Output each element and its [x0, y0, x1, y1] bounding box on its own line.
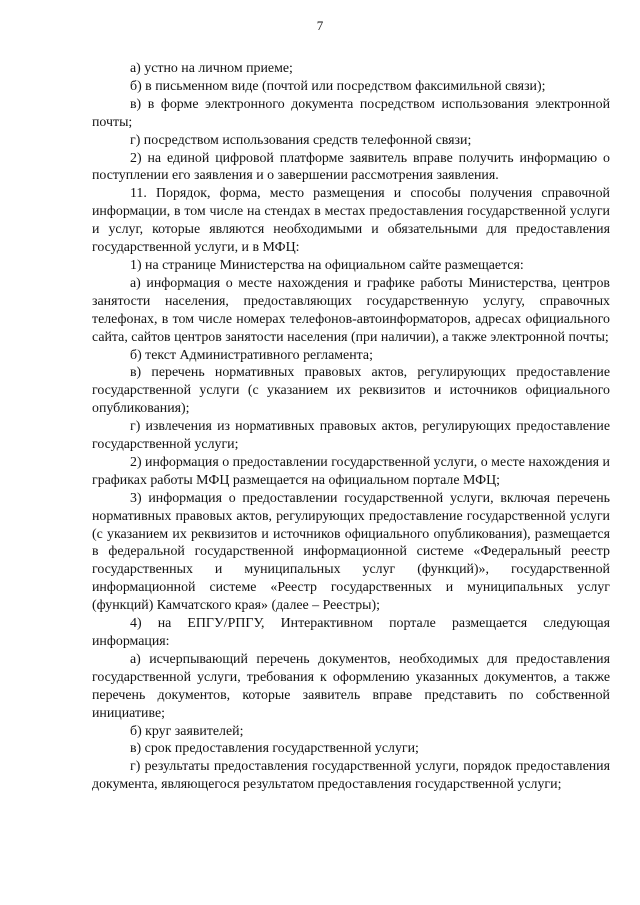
paragraph: в) срок предоставления государственной услуги; [130, 741, 419, 757]
paragraph: г) извлечения из нормативных правовых актов, регулирующих предоставление государственной услуги; [92, 419, 610, 453]
page-number: 7 [316, 18, 324, 33]
paragraph: г) посредством использования средств телефонной связи; [130, 132, 472, 148]
paragraph: в) перечень нормативных правовых актов, регулирующих предоставление государственной услуги (с указанием их реквизитов и источников официального опубликования); [92, 365, 610, 417]
paragraph: б) текст Административного регламента; [130, 347, 373, 363]
paragraph: 3) информация о предоставлении государственной услуги, включая перечень нормативных правовых актов, регулирующих предоставление государственной услуги (с указанием их реквизитов и источников официального опубликования), размещается в федеральной государственной информационной системе «Федеральный реестр государственных и муниципальных услуг (функций)», государственной информационной системе «Реестр государственных и муниципальных услуг (функций) Камчатского края» (далее – Реестры); [92, 490, 610, 614]
paragraph: 4) на ЕПГУ/РПГУ, Интерактивном портале размещается следующая информация: [92, 616, 610, 649]
paragraph: 2) информация о предоставлении государственной услуги, о месте нахождения и графиках работы МФЦ размещается на официальном портале МФЦ; [92, 454, 610, 488]
paragraph: 11. Порядок, форма, место размещения и способы получения справочной информации, в том числе на стендах в местах предоставления государственной услуги и услуг, которые являются необходимыми и обязательными для предоставления государственной услуги, и в МФЦ: [92, 186, 610, 256]
paragraph: 1) на странице Министерства на официальном сайте размещается: [130, 257, 524, 273]
paragraph: а) исчерпывающий перечень документов, необходимых для предоставления государственной услуги, требования к оформлению указанных документов, а также перечень документов, которые заявитель вправе представить по собственной инициативе; [92, 651, 610, 721]
paragraph: а) информация о месте нахождения и графике работы Министерства, центров занятости населения, предоставляющих государственную услугу, справочных телефонах, в том числе номерах телефонов-автоинформаторов, адресах официального сайта, сайтов центров занятости населения (при наличии), а также электронной почты; [92, 275, 610, 345]
paragraph: 2) на единой цифровой платформе заявитель вправе получить информацию о поступлении его заявления и о завершении рассмотрения заявления. [92, 150, 610, 184]
document-body [92, 60, 610, 794]
paragraph: г) результаты предоставления государственной услуги, порядок предоставления документа, являющегося результатом предоставления государственной услуги; [92, 759, 610, 793]
paragraph: б) круг заявителей; [130, 723, 244, 739]
paragraph: б) в письменном виде (почтой или посредством факсимильной связи); [130, 78, 546, 94]
paragraph: а) устно на личном приеме; [130, 61, 293, 76]
paragraph: в) в форме электронного документа посредством использования электронной почты; [92, 96, 610, 130]
